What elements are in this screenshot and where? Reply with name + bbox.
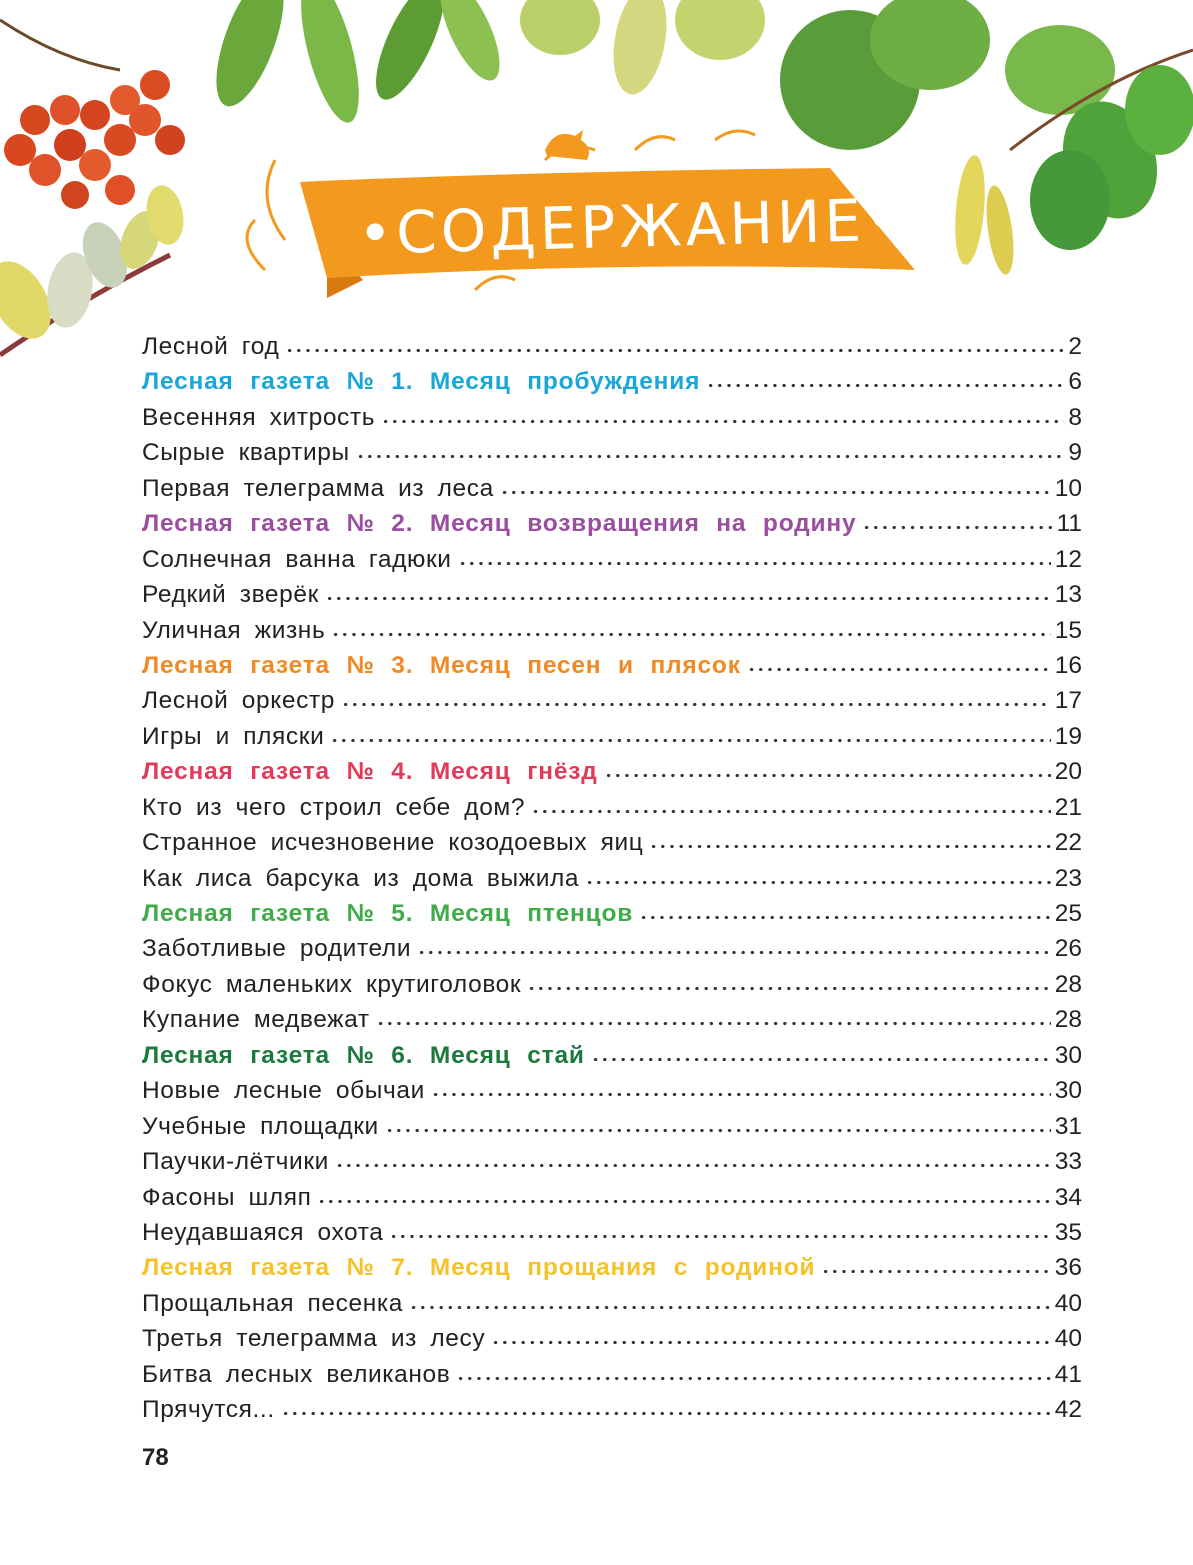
toc-entry-title: Весенняя хитрость: [142, 403, 376, 431]
dot-leader: [431, 1092, 1051, 1097]
toc-section-row[interactable]: [142, 364, 1082, 399]
toc-entry-title: Лесная газета № 4. Месяц гнёзд: [142, 758, 598, 786]
toc-section-row[interactable]: [142, 754, 1082, 789]
toc-entry-title: Как лиса барсука из дома выжила: [142, 864, 580, 892]
toc-row[interactable]: [142, 825, 1082, 860]
dot-leader: [821, 1269, 1050, 1274]
toc-row[interactable]: [142, 719, 1082, 754]
toc-entry-title: Купание медвежат: [142, 1006, 370, 1034]
toc-row[interactable]: [142, 861, 1082, 896]
toc-section-row[interactable]: [142, 1250, 1082, 1285]
toc-page-number: 40: [1054, 1289, 1082, 1317]
toc-row[interactable]: [142, 471, 1082, 506]
toc-entry-title: Лесная газета № 7. Месяц прощания с родиной: [142, 1254, 816, 1282]
dot-leader: [317, 1199, 1050, 1204]
dot-leader: [604, 773, 1051, 778]
toc-entry-title: Странное исчезновение козодоевых яиц: [142, 829, 644, 857]
toc-page-number: 10: [1054, 474, 1082, 502]
toc-page-number: 40: [1054, 1325, 1082, 1353]
toc-row[interactable]: [142, 400, 1082, 435]
toc-page-number: 20: [1054, 758, 1082, 786]
toc-row[interactable]: [142, 542, 1082, 577]
toc-entry-title: Паучки-лётчики: [142, 1148, 329, 1176]
toc-row[interactable]: [142, 1286, 1082, 1321]
toc-section-row[interactable]: [142, 506, 1082, 541]
dot-leader: [706, 383, 1064, 388]
toc-entry-title: Первая телеграмма из леса: [142, 474, 494, 502]
toc-entry-title: Фасоны шляп: [142, 1183, 312, 1211]
toc-entry-title: Солнечная ванна гадюки: [142, 545, 452, 573]
dot-leader: [527, 986, 1051, 991]
dot-leader: [585, 880, 1051, 885]
dot-leader: [281, 1411, 1051, 1416]
toc-section-row[interactable]: [142, 1038, 1082, 1073]
toc-row[interactable]: [142, 435, 1082, 470]
toc-page-number: 6: [1068, 368, 1082, 396]
toc-page-number: 16: [1054, 651, 1082, 679]
toc-entry-title: Заботливые родители: [142, 935, 412, 963]
toc-page-number: 15: [1054, 616, 1082, 644]
dot-leader: [385, 1128, 1051, 1133]
toc-page-number: 9: [1068, 439, 1082, 467]
toc-page-number: 33: [1054, 1148, 1082, 1176]
toc-page-number: 28: [1054, 970, 1082, 998]
dot-leader: [491, 1340, 1051, 1345]
toc-page-number: 26: [1054, 935, 1082, 963]
dot-leader: [341, 702, 1051, 707]
dot-leader: [649, 844, 1050, 849]
toc-row[interactable]: [142, 931, 1082, 966]
toc-row[interactable]: [142, 613, 1082, 648]
toc-entry-title: Новые лесные обычаи: [142, 1077, 425, 1105]
toc-page-number: 13: [1054, 581, 1082, 609]
dot-leader: [417, 950, 1051, 955]
dot-leader: [381, 419, 1064, 424]
dot-leader: [862, 525, 1052, 530]
toc-entry-title: Лесная газета № 1. Месяц пробуждения: [142, 368, 701, 396]
dot-leader: [591, 1057, 1051, 1062]
bird-silhouette: [545, 130, 589, 160]
toc-entry-title: Лесная газета № 2. Месяц возвращения на родину: [142, 510, 857, 538]
toc-row[interactable]: [142, 1180, 1082, 1215]
dot-leader: [500, 490, 1051, 495]
dot-leader: [325, 596, 1051, 601]
toc-row[interactable]: [142, 1144, 1082, 1179]
toc-entry-title: Битва лесных великанов: [142, 1360, 451, 1388]
toc-page-number: 36: [1054, 1254, 1082, 1282]
dot-leader: [389, 1234, 1050, 1239]
toc-entry-title: Лесной год: [142, 333, 280, 360]
toc-row[interactable]: [142, 1109, 1082, 1144]
dot-leader: [458, 561, 1051, 566]
toc-row[interactable]: [142, 1392, 1082, 1427]
toc-entry-title: Прячутся...: [142, 1396, 275, 1424]
toc-entry-title: Игры и пляски: [142, 722, 325, 750]
toc-page-number: 30: [1054, 1041, 1082, 1069]
toc-row[interactable]: [142, 577, 1082, 612]
toc-page-number: 8: [1068, 403, 1082, 431]
toc-entry-title: Третья телеграмма из лесу: [142, 1325, 486, 1353]
toc-entry-title: Редкий зверёк: [142, 581, 319, 609]
toc-page-number: 2: [1068, 333, 1082, 360]
toc-page-number: 21: [1054, 793, 1082, 821]
toc-page-number: 31: [1054, 1112, 1082, 1140]
toc-page-number: 28: [1054, 1006, 1082, 1034]
toc-section-row[interactable]: [142, 896, 1082, 931]
toc-entry-title: Уличная жизнь: [142, 616, 326, 644]
toc-page-number: 19: [1054, 722, 1082, 750]
dot-leader: [639, 915, 1051, 920]
toc-page-number: 12: [1054, 545, 1082, 573]
toc-entry-title: Неудавшаяся охота: [142, 1218, 384, 1246]
toc-page-number: 41: [1054, 1360, 1082, 1388]
toc-page-number: 11: [1056, 510, 1082, 538]
toc-entry-title: Лесная газета № 6. Месяц стай: [142, 1041, 585, 1069]
toc-section-row[interactable]: [142, 648, 1082, 683]
page-title: •СОДЕРЖАНИЕ•: [357, 185, 905, 268]
dot-leader: [747, 667, 1051, 672]
toc-page-number: 34: [1054, 1183, 1082, 1211]
toc-row[interactable]: [142, 1321, 1082, 1356]
toc-row[interactable]: [142, 1357, 1082, 1392]
dot-leader: [330, 738, 1050, 743]
dot-leader: [356, 454, 1065, 459]
toc-entry-title: Лесная газета № 5. Месяц птенцов: [142, 900, 634, 927]
dot-leader: [335, 1163, 1051, 1168]
toc-row[interactable]: [142, 967, 1082, 1002]
dot-leader: [409, 1305, 1051, 1310]
toc-row[interactable]: [142, 790, 1082, 825]
toc-row[interactable]: [142, 1002, 1082, 1037]
page-number: 78: [142, 1444, 169, 1471]
toc-page-number: 30: [1054, 1077, 1082, 1105]
toc-page-number: 22: [1054, 829, 1082, 857]
rowan-berries-illustration: [0, 20, 185, 209]
toc-entry-title: Лесная газета № 3. Месяц песен и плясок: [142, 651, 741, 679]
toc-page-number: 42: [1054, 1396, 1082, 1424]
toc-page-number: 23: [1054, 864, 1082, 892]
dot-leader: [376, 1021, 1051, 1026]
dot-leader: [331, 632, 1050, 637]
toc-entry-title: Фокус маленьких крутиголовок: [142, 970, 522, 998]
toc-page-number: 25: [1054, 900, 1082, 927]
table-of-contents: [142, 329, 1082, 1428]
dot-leader: [456, 1376, 1050, 1381]
toc-row[interactable]: [142, 683, 1082, 718]
toc-entry-title: Сырые квартиры: [142, 439, 350, 467]
toc-page-number: 35: [1054, 1218, 1082, 1246]
toc-entry-title: Лесной оркестр: [142, 687, 335, 715]
toc-entry-title: Кто из чего строил себе дом?: [142, 793, 526, 821]
toc-entry-title: Учебные площадки: [142, 1112, 379, 1140]
dot-leader: [285, 348, 1064, 353]
dot-leader: [531, 809, 1051, 814]
toc-row[interactable]: [142, 1073, 1082, 1108]
toc-entry-title: Прощальная песенка: [142, 1289, 403, 1317]
toc-row[interactable]: [142, 1215, 1082, 1250]
toc-page-number: 17: [1054, 687, 1082, 715]
toc-row[interactable]: [142, 329, 1082, 364]
